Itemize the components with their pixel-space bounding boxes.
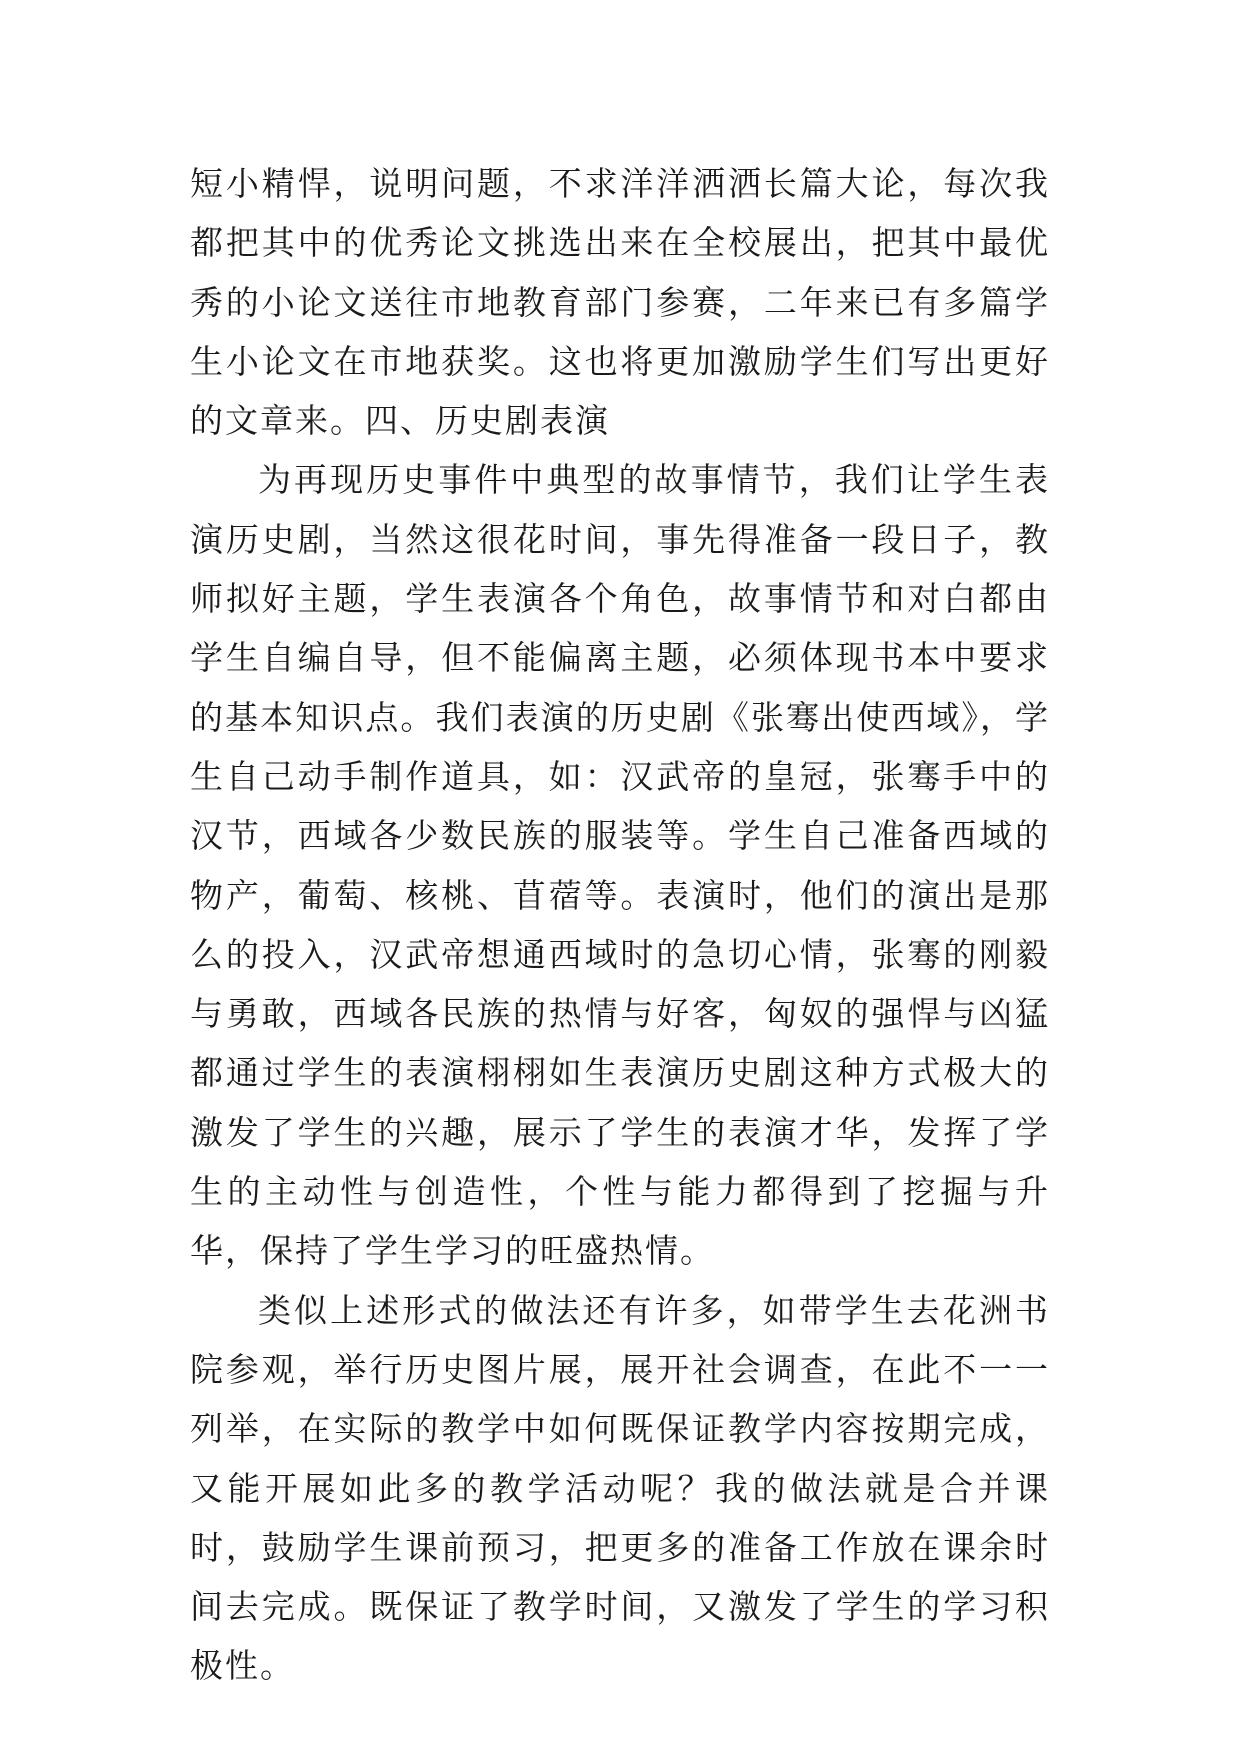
paragraph-similar-methods: 类似上述形式的做法还有许多，如带学生去花洲书院参观，举行历史图片展，展开社会调查，在此不一一列举，在实际的教学中如何既保证教学内容按期完成，又能开展如此多的教学活动呢？我的做法就是合并课时，鼓励学生课前预习，把更多的准备工作放在课余时间去完成。既保证了教学时间，又激发了学生的学习积极性。 [190,1290,1050,1686]
paragraph-continuation: 短小精悍，说明问题，不求洋洋洒洒长篇大论，每次我都把其中的优秀论文挑选出来在全校展出，把其中最优秀的小论文送往市地教育部门参赛，二年来已有多篇学生小论文在市地获奖。这也将更加激励学生们写出更好的文章来。四、历史剧表演 [190,164,1050,441]
document-body [190,154,1050,1696]
paragraph-history-drama: 为再现历史事件中典型的故事情节，我们让学生表演历史剧，当然这很花时间，事先得准备一段日子，教师拟好主题，学生表演各个角色，故事情节和对白都由学生自编自导，但不能偏离主题，必须体现书本中要求的基本知识点。我们表演的历史剧《张骞出使西域》，学生自己动手制作道具，如：汉武帝的皇冠，张骞手中的汉节，西域各少数民族的服装等。学生自己准备西域的物产，葡萄、核桃、苜蓿等。表演时，他们的演出是那么的投入，汉武帝想通西域时的急切心情，张骞的刚毅与勇敢，西域各民族的热情与好客，匈奴的强悍与凶猛都通过学生的表演栩栩如生表演历史剧这种方式极大的激发了学生的兴趣，展示了学生的表演才华，发挥了学生的主动性与创造性，个性与能力都得到了挖掘与升华，保持了学生学习的旺盛热情。 [190,460,1050,1271]
